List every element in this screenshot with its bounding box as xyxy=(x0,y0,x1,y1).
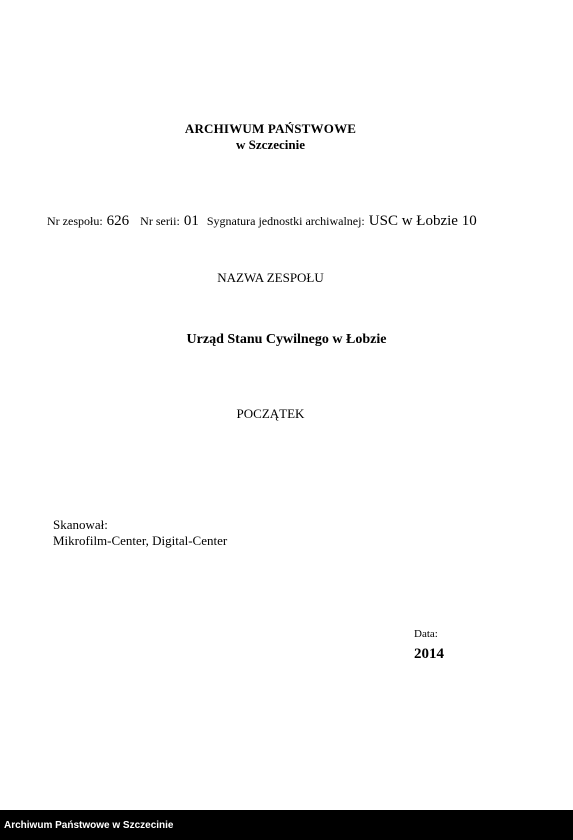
footer-text: Archiwum Państwowe w Szczecinie xyxy=(4,820,174,831)
scan-value: Mikrofilm-Center, Digital-Center xyxy=(53,533,228,548)
scan-label: Skanował: xyxy=(53,517,108,532)
section-label: POCZĄTEK xyxy=(236,406,305,421)
footer-bar xyxy=(0,810,573,840)
signature-value: USC w Łobzie 10 xyxy=(368,213,477,229)
fonds-number: 626 xyxy=(106,213,130,229)
archive-city: w Szczecinie xyxy=(236,137,305,152)
signature-label: Sygnatura jednostki archiwalnej: xyxy=(206,214,365,228)
date-label: Data: xyxy=(414,628,438,640)
series-label: Nr serii: xyxy=(140,214,180,228)
fonds-number-label: Nr zespołu: xyxy=(47,214,103,228)
series-number: 01 xyxy=(183,213,199,229)
identifier-row xyxy=(47,213,477,230)
fonds-name: Urząd Stanu Cywilnego w Łobzie xyxy=(186,332,387,347)
fonds-heading: NAZWA ZESPOŁU xyxy=(217,270,324,285)
archive-name: ARCHIWUM PAŃSTWOWE xyxy=(184,121,357,136)
date-value: 2014 xyxy=(414,646,444,662)
